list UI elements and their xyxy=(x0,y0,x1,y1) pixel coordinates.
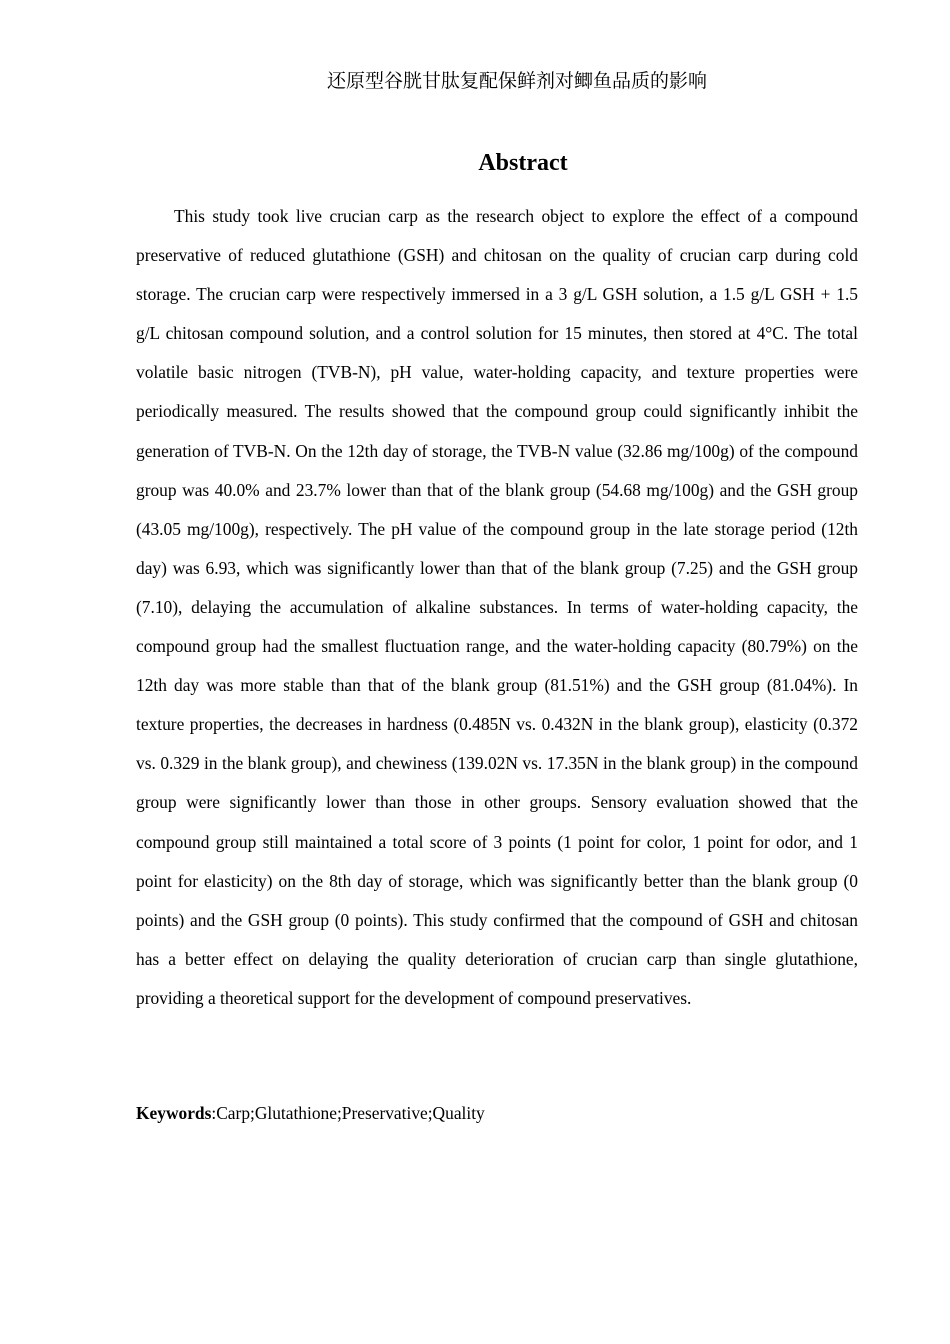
running-header-title: 还原型谷胱甘肽复配保鲜剂对鲫鱼品质的影响 xyxy=(326,70,707,92)
abstract-body-text: This study took live crucian carp as the research object to explore the effect of a compound preservative of reduced glutathione (GSH) and chitosan on the quality of crucian carp during cold storage. The crucian carp were respectively immersed in a 3 g/L GSH solution, a 1.5 g/L GSH + 1.5 g/L chitosan compound solution, and a control solution for 15 minutes, then stored at 4°C. The total volatile basic nitrogen (TVB-N), pH value, water-holding capacity, and texture properties were periodically measured. The results showed that the compound group could significantly inhibit the generation of TVB-N. On the 12th day of storage, the TVB-N value (32.86 mg/100g) of the compound group was 40.0% and 23.7% lower than that of the blank group (54.68 mg/100g) and the GSH group (43.05 mg/100g), respectively. The pH value of the compound group in the late storage period (12th day) was 6.93, which was significantly lower than that of the blank group (7.25) and the GSH group (7.10), delaying the accumulation of alkaline substances. In terms of water-holding capacity, the compound group had the smallest fluctuation range, and the water-holding capacity (80.79%) on the 12th day was more stable than that of the blank group (81.51%) and the GSH group (81.04%). In texture properties, the decreases in hardness (0.485N vs. 0.432N in the blank group), elasticity (0.372 vs. 0.329 in the blank group), and chewiness (139.02N vs. 17.35N in the blank group) in the compound group were significantly lower than those in other groups. Sensory evaluation showed that the compound group still maintained a total score of 3 points (1 point for color, 1 point for odor, and 1 point for elasticity) on the 8th day of storage, which was significantly better than the blank group (0 points) and the GSH group (0 points). This study confirmed that the compound of GSH and chitosan has a better effect on delaying the quality deterioration of crucian carp than single glutathione, providing a theoretical support for the development of compound preservatives. xyxy=(136,206,858,1008)
keywords-label: Keywords xyxy=(136,1103,212,1123)
keywords-value: Carp;Glutathione;Preservative;Quality xyxy=(216,1103,485,1123)
keywords-line xyxy=(136,1100,858,1126)
keywords-separator: : xyxy=(211,1103,217,1123)
abstract-heading: Abstract xyxy=(478,150,568,176)
